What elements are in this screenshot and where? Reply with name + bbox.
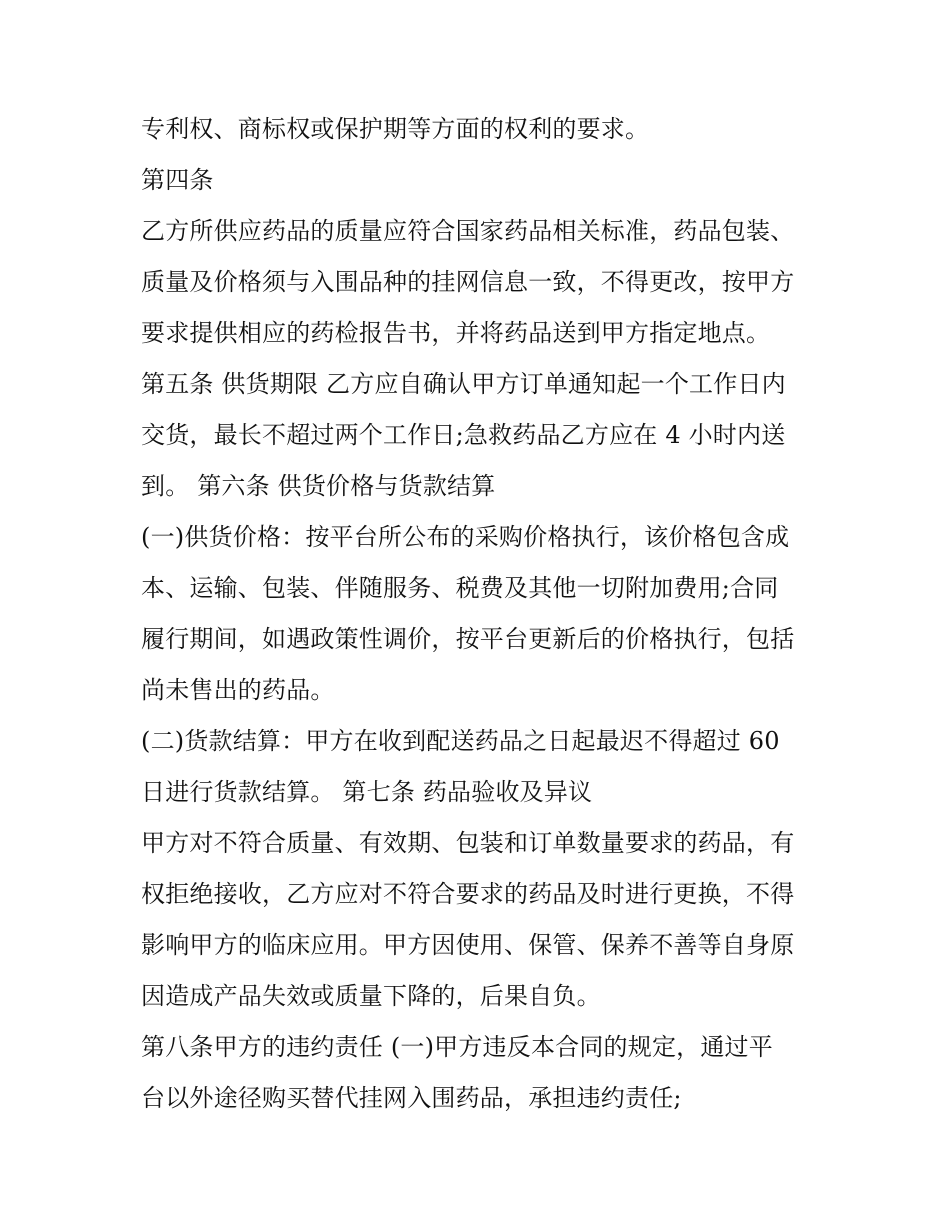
- text-line: 日进行货款结算。 第七条 药品验收及异议: [141, 778, 593, 806]
- text-line: 甲方对不符合质量、有效期、包装和订单数量要求的药品，有: [141, 829, 795, 857]
- text-line: 因造成产品失效或质量下降的，后果自负。: [141, 982, 601, 1010]
- text-line: 尚未售出的药品。: [141, 676, 335, 704]
- text-line: 到。 第六条 供货价格与货款结算: [141, 472, 496, 500]
- text-line: 本、运输、包装、伴随服务、税费及其他一切附加费用;合同: [141, 574, 779, 602]
- text-line: 权拒绝接收，乙方应对不符合要求的药品及时进行更换，不得: [141, 880, 795, 908]
- text-line: 第五条 供货期限 乙方应自确认甲方订单通知起一个工作日内: [141, 370, 786, 398]
- text-line: 影响甲方的临床应用。甲方因使用、保管、保养不善等自身原: [141, 931, 795, 959]
- document-body: [141, 104, 821, 1124]
- text-line: 台以外途径购买替代挂网入围药品，承担违约责任;: [141, 1084, 682, 1112]
- text-line: (一)供货价格：按平台所公布的采购价格执行，该价格包含成: [141, 523, 790, 551]
- text-line: 要求提供相应的药检报告书，并将药品送到甲方指定地点。: [141, 319, 771, 347]
- text-line: 履行期间，如遇政策性调价，按平台更新后的价格执行，包括: [141, 625, 795, 653]
- section-heading: 第四条: [141, 166, 214, 194]
- text-line: 交货，最长不超过两个工作日;急救药品乙方应在 4 小时内送: [141, 421, 786, 449]
- text-line: 乙方所供应药品的质量应符合国家药品相关标准，药品包装、: [141, 217, 795, 245]
- text-line: 第八条甲方的违约责任 (一)甲方违反本合同的规定，通过平: [141, 1033, 773, 1061]
- text-line: 专利权、商标权或保护期等方面的权利的要求。: [141, 115, 650, 143]
- text-line: 质量及价格须与入围品种的挂网信息一致，不得更改，按甲方: [141, 268, 795, 296]
- text-line: (二)货款结算：甲方在收到配送药品之日起最迟不得超过 60: [141, 727, 780, 755]
